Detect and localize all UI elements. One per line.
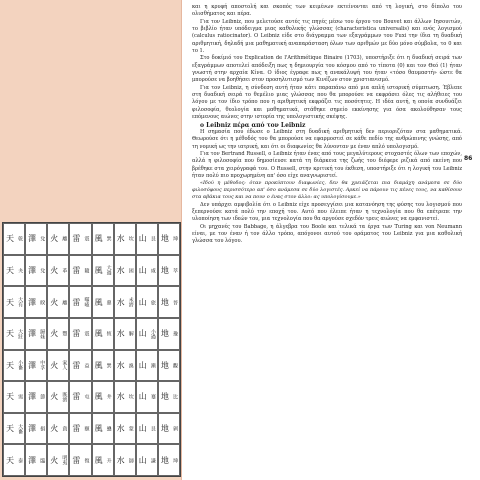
hexagram-name: 謙 [149,457,156,463]
section-title: ο Leibniz πέρα από τον Leibniz [200,121,306,129]
hexagram-cell [158,444,180,476]
hexagram-element-glyph: 雷 [72,297,80,307]
hexagram-element-glyph: 火 [50,265,58,275]
hexagram-name: 大過 [105,265,112,276]
hexagram-name: 小過 [149,328,156,339]
hexagram-cell [25,381,47,413]
hexagram-element-glyph: 山 [138,360,147,370]
hexagram-cell [136,318,158,350]
hexagram-element-glyph: 雷 [72,265,80,275]
hexagram-element-glyph: 雷 [72,360,80,370]
paragraph: Για τον Leibniz, η σύνδεση αυτή ήταν κάτι παραπάνω από μια απλή ιστορική σύμπτωση. Έβλεπε στη δυαδική σειρά το θεμέλιο μιας γλώσσας που θα μπορούσε να εκφράσει όλες τις αλήθειες του λόγου με τον ίδιο τρόπο που η αριθμητική εκφράζει τις ποσότητες. Η ιδέα αυτή, η οποία συνδυάζει φιλοσοφία, θεολογία και μαθηματικά, στάθηκε σημείο εκκίνησης για όσα ακολούθησαν τους επόμενους αιώνες στην ιστορία της υπολογιστικής σκέψης. [192,84,462,121]
hexagram-cell [47,413,69,445]
hexagram-cell [92,286,114,318]
hexagram-element-glyph: 風 [94,265,102,275]
hexagram-element-glyph: 水 [116,455,125,465]
hexagram-element-glyph: 地 [160,360,169,370]
hexagram-cell [3,381,25,413]
hexagram-name: 節 [39,394,46,400]
hexagram-cell [158,223,180,255]
hexagram-name: 豫 [172,331,178,337]
hexagram-name: 歸妹 [39,328,46,339]
hexagram-cell [92,255,114,287]
hexagram-name: 復 [83,457,90,463]
hexagram-element-glyph: 地 [160,265,169,275]
hexagram-element-glyph: 山 [138,392,147,402]
hexagram-cell [69,255,91,287]
hexagram-element-glyph: 澤 [28,234,36,244]
hexagram-cell [136,255,158,287]
hexagram-cell [92,223,114,255]
hexagram-cell [3,318,25,350]
hexagram-cell [158,381,180,413]
hexagram-cell [158,286,180,318]
hexagram-name: 泰 [17,457,24,463]
hexagram-element-glyph: 澤 [28,424,36,434]
hexagram-name: 巽 [105,362,112,368]
hexagram-name: 坎 [127,236,134,242]
hexagram-element-glyph: 風 [94,455,102,465]
hexagram-cell [136,223,158,255]
hexagram-element-glyph: 澤 [28,392,36,402]
hexagram-cell [25,223,47,255]
hexagram-element-glyph: 雷 [72,329,80,339]
hexagram-name: 觀 [172,362,178,368]
hexagram-cell [25,444,47,476]
hexagram-element-glyph: 水 [116,329,125,339]
paragraph: Η σημασία που έδωσε ο Leibniz στη δυαδική αριθμητική δεν περιοριζόταν στα μαθηματικά. Θεωρούσε ότι η μέθοδός του θα μπορούσε να εφαρμοστεί σε κάθε πεδίο της ανθρώπινης γνώσης, από τη νομική ως την ιατρική, και ότι οι διαφωνίες θα λύνονταν με έναν απλό υπολογισμό. [192,128,462,150]
hexagram-name: 噬嗑 [83,297,90,308]
hexagram-element-glyph: 天 [6,360,14,370]
hexagram-element-glyph: 風 [94,392,102,402]
hexagram-element-glyph: 風 [94,297,102,307]
hexagram-element-glyph: 水 [116,392,125,402]
hexagram-element-glyph: 雷 [72,392,80,402]
hexagram-name: 井 [105,394,112,400]
hexagram-name: 巽 [105,236,112,242]
hexagram-cell [136,381,158,413]
hexagram-name: 萃 [172,267,178,273]
hexagram-element-glyph: 雷 [72,234,80,244]
hexagram-element-glyph: 地 [160,234,169,244]
hexagram-element-glyph: 山 [138,297,147,307]
hexagram-element-glyph: 風 [94,360,102,370]
hexagram-name: 屯 [83,394,90,400]
hexagram-cell [92,444,114,476]
hexagram-name: 鼎 [105,299,112,305]
hexagram-element-glyph: 天 [6,392,14,402]
hexagram-cell [3,444,25,476]
hexagram-element-glyph: 天 [6,455,14,465]
hexagram-name: 臨 [39,457,46,463]
hexagram-name: 乾 [17,236,24,242]
hexagram-element-glyph: 火 [50,329,58,339]
hexagram-element-glyph: 天 [6,329,14,339]
hexagram-cell [47,381,69,413]
hexagram-name: 明夷 [61,455,68,466]
hexagram-name: 大有 [17,297,24,308]
hexagram-name: 頤 [83,426,90,432]
hexagram-cell [47,350,69,382]
hexagram-name: 旅 [149,299,156,305]
hexagram-name: 蒙 [127,426,134,432]
hexagram-cell [114,255,136,287]
hexagram-name: 家人 [61,360,68,371]
hexagram-element-glyph: 地 [160,392,169,402]
hexagram-cell [25,350,47,382]
hexagram-element-glyph: 火 [50,424,58,434]
hexagram-name: 豐 [61,331,68,337]
hexagram-element-glyph: 澤 [28,265,36,275]
hexagram-cell [47,444,69,476]
hexagram-name: 既濟 [61,391,68,402]
hexagram-cell [136,444,158,476]
hexagram-name: 艮 [149,426,156,432]
hexagram-name: 坤 [172,236,178,242]
hexagram-name: 革 [61,267,68,273]
hexagram-cell [69,318,91,350]
hexagram-name: 小畜 [17,360,24,371]
hexagram-name: 剝 [172,426,178,432]
hexagram-element-glyph: 山 [138,265,147,275]
hexagram-cell [158,350,180,382]
hexagram-element-glyph: 山 [138,234,147,244]
hexagram-element-glyph: 地 [160,329,169,339]
hexagram-cell [69,381,91,413]
hexagram-element-glyph: 天 [6,424,14,434]
hexagram-cell [136,350,158,382]
hexagram-cell [158,318,180,350]
hexagram-element-glyph: 水 [116,297,125,307]
hexagram-name: 漸 [149,362,156,368]
hexagram-cell [3,286,25,318]
hexagram-name: 大畜 [17,423,24,434]
hexagram-name: 震 [83,236,90,242]
hexagram-cell [25,255,47,287]
hexagram-cell [114,318,136,350]
hexagram-cell [3,413,25,445]
hexagram-name: 兌 [39,267,46,273]
hexagram-cell [69,444,91,476]
hexagram-name: 睽 [39,299,46,305]
paragraph: Για τον Bertrand Russell, ο Leibniz ήταν ένας από τους μεγαλύτερους στοχαστές όλων των εποχών, αλλά η φιλοσοφία που δημοσίευσε κατά τη διάρκεια της ζωής του διέφερε ριζικά από εκείνη που βρέθηκε στα χειρόγραφά του. Ο Russell, στην κριτική του έκθεση, υποστήριξε ότι η λογική του Leibniz ήταν πολύ πιο προχωρημένη απ' όσο είχε αναγνωριστεί. [192,150,462,179]
hexagram-element-glyph: 地 [160,297,169,307]
paragraph: και η κρυφή αποστολή και σκοπός των κειμένων εκτείνονται από τη λογική, στο δίπολο του ολισθήματος και πέρα. [192,4,462,18]
page-number: 86 [464,155,473,162]
hexagram-element-glyph: 水 [116,234,125,244]
hexagram-name: 坎 [127,394,134,400]
hexagram-element-glyph: 風 [94,329,102,339]
hexagram-element-glyph: 風 [94,234,102,244]
hexagram-element-glyph: 水 [116,265,125,275]
hexagram-cell [136,286,158,318]
hexagram-name: 艮 [149,236,156,242]
hexagram-cell [114,286,136,318]
hexagram-element-glyph: 澤 [28,329,36,339]
hexagram-element-glyph: 火 [50,455,58,465]
hexagram-element-glyph: 山 [138,329,147,339]
hexagram-name: 恆 [105,331,112,337]
hexagram-name: 兌 [39,236,46,242]
hexagram-name: 損 [39,426,46,432]
hexagram-element-glyph: 火 [50,360,58,370]
hexagram-cell [92,350,114,382]
hexagram-element-glyph: 澤 [28,455,36,465]
hexagram-name: 蹇 [149,394,156,400]
hexagram-element-glyph: 天 [6,234,14,244]
hexagram-element-glyph: 雷 [72,424,80,434]
hexagram-element-glyph: 澤 [28,297,36,307]
hexagram-name: 需 [17,394,24,400]
hexagram-element-glyph: 火 [50,234,58,244]
hexagram-cell [92,318,114,350]
hexagram-cell [114,444,136,476]
hexagram-element-glyph: 火 [50,392,58,402]
hexagram-element-glyph: 水 [116,360,125,370]
hexagram-cell [3,350,25,382]
hexagram-element-glyph: 雷 [72,455,80,465]
hexagram-name: 大壯 [17,328,24,339]
hexagram-element-glyph: 地 [160,455,169,465]
hexagram-element-glyph: 澤 [28,360,36,370]
hexagram-name: 咸 [149,267,156,273]
paragraph: Στο δοκίμιό του Explication de l'Arithmétique Binaire (1703), υποστήριξε ότι η δυαδική σειρά των εξαγράμμων αποτελεί απόδειξη πως η δημιουργία του κόσμου από το τίποτα (0) και τον Θεό (1) ήταν γνωστή στην αρχαία Κίνα. Ο ίδιος έγραφε πως η ανακάλυψή του ήταν «τόσο θαυμαστή» ώστε θα μπορούσε να βοηθήσει στον προσηλυτισμό των Κινέζων στον χριστιανισμό. [192,55,462,84]
hexagram-table [2,222,181,477]
hexagram-name: 蠱 [105,426,112,432]
hexagram-cell [47,318,69,350]
hexagram-cell [158,413,180,445]
paragraph: Για τον Leibniz, που μελετούσε αυτές τις πηγές μέσω του έργου του Bouvet και άλλων Ιησουιτών, το βιβλίο ήταν υπόδειγμα μιας καθολικής γλώσσας (characteristica universalis) και ενός λογισμού (calculus ratiocinator). Ο Leibniz είδε στο διάγραμμα των εξαγράμμων του Fuxi την ίδια τη δυαδική αριθμητική, δηλαδή μια μαθηματική αναπαράσταση όλων των αριθμών με δύο μόνο σύμβολα, το 0 και το 1. [192,18,462,55]
hexagram-cell [114,413,136,445]
hexagram-cell [69,413,91,445]
hexagram-name: 震 [83,331,90,337]
hexagram-name: 未濟 [127,297,134,308]
paragraph: Δεν υπάρχει αμφιβολία ότι ο Leibniz είχε προσεγγίσει μια κατανόηση της φύσης του λογισμού που ξεπερνούσε κατά πολύ την εποχή του. Αυτό που έλειπε ήταν η τεχνολογία που θα επέτρεπε την υλοποίηση των ιδεών του, μια τεχνολογία που θα αργούσε σχεδόν τρεις αιώνες να εμφανιστεί. [192,201,462,223]
hexagram-element-glyph: 水 [116,424,125,434]
hexagram-name: 益 [83,362,90,368]
hexagram-element-glyph: 火 [50,297,58,307]
hexagram-name: 比 [172,394,178,400]
hexagram-cell [69,286,91,318]
hexagram-name: 晉 [172,299,178,305]
hexagram-cell [47,223,69,255]
paragraph: Οι μηχανές του Babbage, η άλγεβρα του Boole και τελικά τα έργα των Turing και von Neumann είναι, με τον έναν ή τον άλλο τρόπο, απόγονοι αυτού του οράματος του Leibniz για μια καθολική γλώσσα του λόγου. [192,223,462,245]
hexagram-cell [25,318,47,350]
hexagram-name: 離 [61,299,68,305]
hexagram-cell [114,350,136,382]
hexagram-cell [3,223,25,255]
hexagram-name: 困 [127,267,134,273]
hexagram-cell [158,255,180,287]
hexagram-name: 坤 [172,457,178,463]
hexagram-element-glyph: 山 [138,455,147,465]
hexagram-cell [136,413,158,445]
text-column [192,4,462,246]
hexagram-name: 師 [127,457,134,463]
hexagram-cell [25,286,47,318]
hexagram-element-glyph: 山 [138,424,147,434]
hexagram-element-glyph: 天 [6,297,14,307]
hexagram-cell [92,381,114,413]
hexagram-element-glyph: 天 [6,265,14,275]
hexagram-cell [47,286,69,318]
hexagram-cell [92,413,114,445]
hexagram-cell [114,223,136,255]
hexagram-element-glyph: 風 [94,424,102,434]
hexagram-cell [47,255,69,287]
hexagram-cell [69,350,91,382]
hexagram-cell [114,381,136,413]
hexagram-element-glyph: 地 [160,424,169,434]
hexagram-cell [69,223,91,255]
hexagram-cell [3,255,25,287]
block-quote: «Ιδού η μέθοδος: όταν προκύπτουν διαφωνίες, δεν θα χρειάζεται πια διαμάχη ανάμεσα σε δύο φιλοσόφους περισσότερο απ' όσο ανάμεσα σε δύο λογιστές. Αρκεί να πάρουν τις πένες τους, να καθίσουν στα αβάκια τους και να πουν ο ένας στον άλλο: ας υπολογίσουμε.» [192,180,462,201]
hexagram-name: 解 [127,331,134,337]
hexagram-name: 隨 [83,267,90,273]
hexagram-name: 升 [105,457,112,463]
hexagram-name: 離 [61,236,68,242]
hexagram-name: 賁 [61,426,68,432]
hexagram-name: 渙 [127,362,134,368]
hexagram-name: 夬 [17,267,24,273]
hexagram-cell [25,413,47,445]
hexagram-name: 中孚 [39,360,46,371]
